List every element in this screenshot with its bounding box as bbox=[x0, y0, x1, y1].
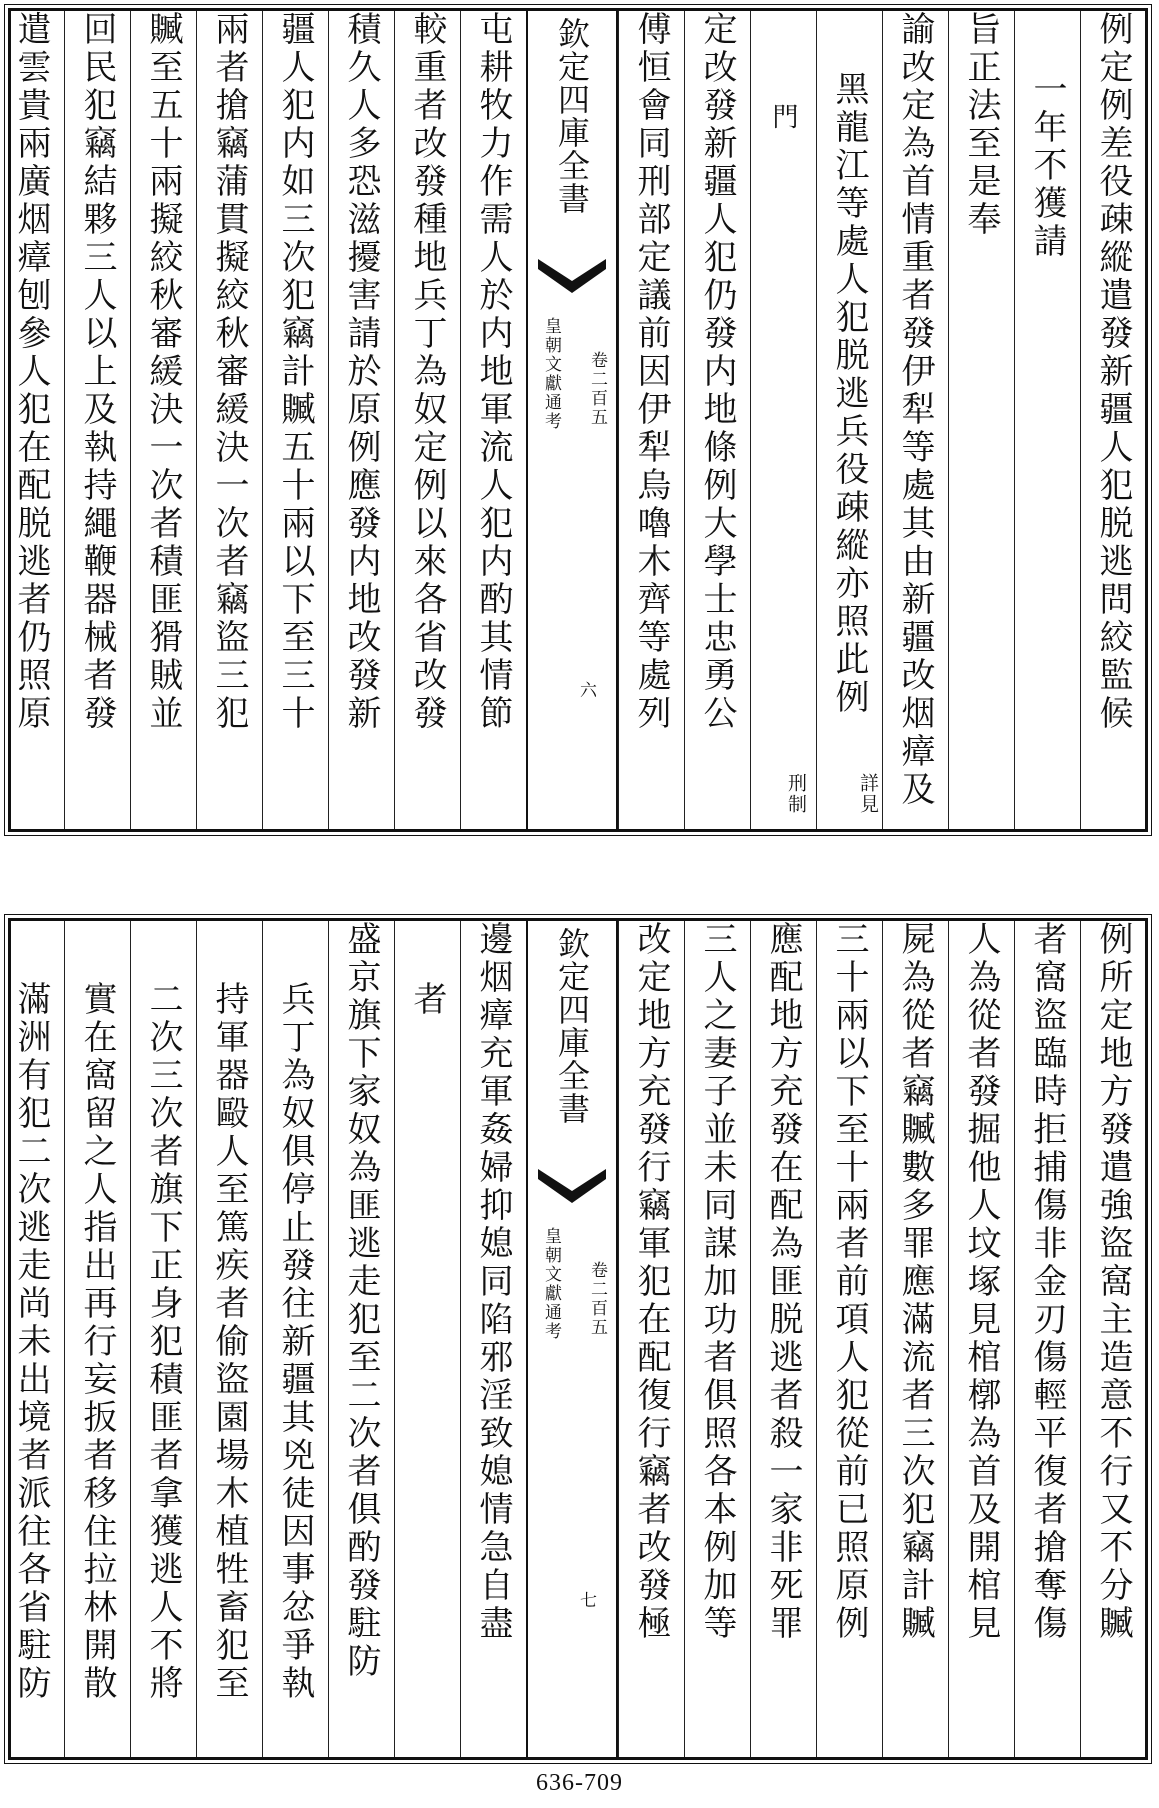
chapter-title: 皇朝文獻通考 bbox=[541, 1227, 561, 1341]
column-text: 持軍器毆人至篤疾者偷盜園場木植牲畜犯至 bbox=[209, 981, 249, 1703]
annotation-note: 詳見 bbox=[857, 773, 879, 815]
text-column bbox=[1014, 11, 1080, 829]
text-column bbox=[750, 11, 816, 829]
text-column bbox=[948, 11, 1014, 829]
column-text: 較重者改發種地兵丁為奴定例以來各省改發 bbox=[407, 11, 447, 733]
text-column bbox=[460, 11, 526, 829]
page-number: 七 bbox=[576, 1591, 596, 1608]
text-column bbox=[948, 921, 1014, 1757]
text-column bbox=[618, 11, 684, 829]
column-text: 門 bbox=[768, 103, 798, 133]
text-column bbox=[328, 11, 394, 829]
column-text: 三十兩以下至十兩者前項人犯從前已照原例 bbox=[829, 921, 869, 1643]
text-column bbox=[394, 921, 460, 1757]
text-column bbox=[0, 921, 64, 1757]
column-text: 傅恒會同刑部定議前因伊犁烏嚕木齊等處列 bbox=[631, 11, 671, 733]
column-text: 屯耕牧力作需人於内地軍流人犯内酌其情節 bbox=[473, 11, 513, 733]
column-text: 兩者搶竊蒲貫擬絞秋審緩決一次者竊盜三犯 bbox=[209, 11, 249, 733]
text-column bbox=[460, 921, 526, 1757]
book-title: 欽定四庫全書 bbox=[553, 17, 591, 215]
column-text: 積久人多恐滋擾害請於原例應發内地改發新 bbox=[341, 11, 381, 733]
column-text: 例所定地方發遣強盜窩主造意不行又不分贓 bbox=[1093, 921, 1133, 1643]
column-text: 者窩盜臨時拒捕傷非金刃傷輕平復者搶奪傷 bbox=[1027, 921, 1067, 1643]
text-column bbox=[394, 11, 460, 829]
upper-page bbox=[8, 8, 1148, 832]
column-text: 二次三次者旗下正身犯積匪者拿獲逃人不將 bbox=[143, 981, 183, 1703]
text-column bbox=[0, 11, 64, 829]
text-column bbox=[196, 11, 262, 829]
book-title: 欽定四庫全書 bbox=[553, 927, 591, 1125]
text-column bbox=[684, 11, 750, 829]
column-text: 遣雲貴兩廣烟瘴刨參人犯在配脱逃者仍照原 bbox=[11, 11, 51, 733]
center-fold bbox=[526, 11, 618, 829]
volume-number: 卷二百五 bbox=[587, 1261, 607, 1337]
column-text: 實在窩留之人指出再行妄扳者移住拉林開散 bbox=[77, 981, 117, 1703]
text-column bbox=[618, 921, 684, 1757]
lower-page bbox=[8, 918, 1148, 1760]
text-column bbox=[262, 921, 328, 1757]
column-text: 應配地方充發在配為匪脱逃者殺一家非死罪 bbox=[763, 921, 803, 1643]
text-column bbox=[1080, 11, 1146, 829]
text-column bbox=[328, 921, 394, 1757]
volume-number: 卷二百五 bbox=[587, 351, 607, 427]
column-text: 三人之妻子並未同謀加功者俱照各本例加等 bbox=[697, 921, 737, 1643]
fish-tail-mark-icon bbox=[538, 259, 606, 293]
column-text: 邊烟瘴充軍姦婦抑媳同陷邪淫致媳情急自盡 bbox=[473, 921, 513, 1643]
text-column bbox=[882, 921, 948, 1757]
column-text: 贓至五十兩擬絞秋審緩決一次者積匪猾賊並 bbox=[143, 11, 183, 733]
column-text: 黑龍江等處人犯脱逃兵役疎縱亦照此例 bbox=[829, 71, 869, 717]
column-text: 定改發新疆人犯仍發内地條例大學士忠勇公 bbox=[697, 11, 737, 733]
text-column bbox=[262, 11, 328, 829]
annotation-note: 刑制 bbox=[785, 773, 807, 815]
column-text: 滿洲有犯二次逃走尚未出境者派往各省駐防 bbox=[11, 981, 51, 1703]
text-column bbox=[816, 921, 882, 1757]
column-text: 屍為從者竊贓數多罪應滿流者三次犯竊計贓 bbox=[895, 921, 935, 1643]
column-text: 人為從者發掘他人坟塚見棺槨為首及開棺見 bbox=[961, 921, 1001, 1643]
column-text: 回民犯竊結夥三人以上及執持繩鞭器械者發 bbox=[77, 11, 117, 733]
center-fold bbox=[526, 921, 618, 1757]
page-footer-code: 636-709 bbox=[536, 1770, 623, 1796]
text-column bbox=[684, 921, 750, 1757]
text-column bbox=[750, 921, 816, 1757]
chapter-title: 皇朝文獻通考 bbox=[541, 317, 561, 431]
text-column bbox=[64, 921, 130, 1757]
text-column bbox=[882, 11, 948, 829]
column-text: 諭改定為首情重者發伊犁等處其由新疆改烟瘴及 bbox=[895, 11, 935, 809]
column-text: 一年不獲請 bbox=[1027, 71, 1067, 261]
text-column bbox=[816, 11, 882, 829]
column-text: 兵丁為奴俱停止發往新疆其兇徒因事忿爭執 bbox=[275, 981, 315, 1703]
column-text: 旨正法至是奉 bbox=[961, 11, 1001, 239]
text-column bbox=[196, 921, 262, 1757]
text-column bbox=[64, 11, 130, 829]
column-text: 例定例差役疎縱遣發新疆人犯脱逃問絞監候 bbox=[1093, 11, 1133, 733]
column-text: 疆人犯内如三次犯竊計贓五十兩以下至三十 bbox=[275, 11, 315, 733]
page-number: 六 bbox=[576, 681, 596, 698]
fish-tail-mark-icon bbox=[538, 1169, 606, 1203]
text-column bbox=[130, 11, 196, 829]
text-column bbox=[1014, 921, 1080, 1757]
text-column bbox=[1080, 921, 1146, 1757]
text-column bbox=[130, 921, 196, 1757]
column-text: 改定地方充發行竊軍犯在配復行竊者改發極 bbox=[631, 921, 671, 1643]
column-text: 者 bbox=[407, 981, 447, 1019]
column-text: 盛京旗下家奴為匪逃走犯至二次者俱酌發駐防 bbox=[341, 921, 381, 1681]
